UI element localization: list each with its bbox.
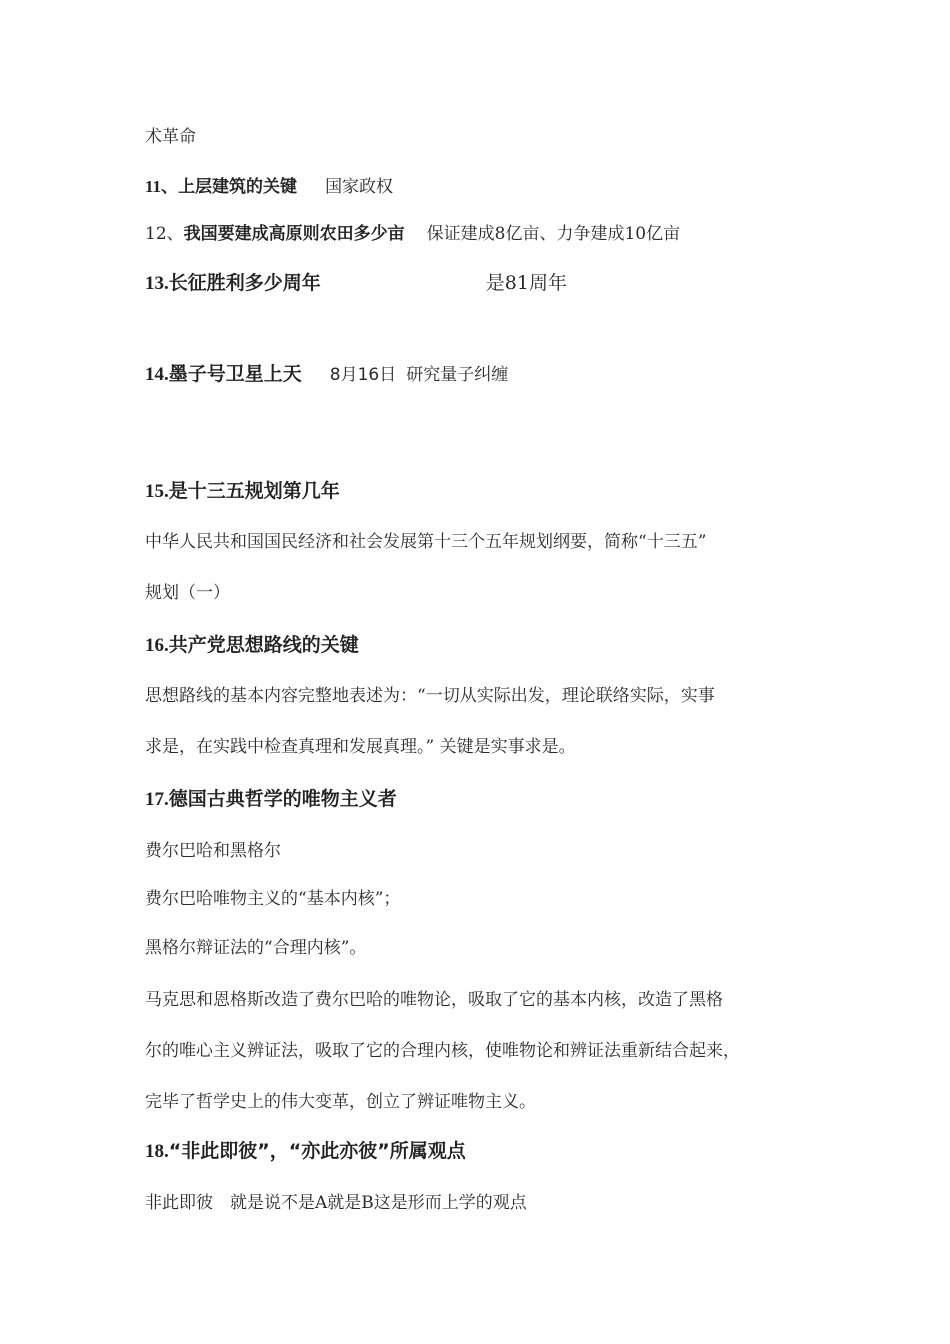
question-17: [145, 790, 397, 809]
question-11: [145, 178, 393, 196]
question-title: 墨子号卫星上天: [168, 363, 302, 385]
question-number: 18.: [145, 1141, 169, 1162]
question-number: 17.: [145, 789, 169, 810]
question-number: 11、: [145, 177, 179, 196]
question-title: 德国古典哲学的唯物主义者: [168, 788, 397, 810]
question-16: [145, 636, 359, 655]
question-answer: 是81周年: [485, 272, 567, 294]
question-title: 是十三五规划第几年: [168, 480, 340, 502]
question-title: 共产党思想路线的关键: [168, 634, 359, 656]
text-line: 术革命: [145, 127, 196, 147]
question-title: “非此即彼”，“亦此亦彼”所属观点: [168, 1140, 466, 1162]
text-line: 黑格尔辩证法的“合理内核”。: [145, 938, 367, 958]
text-line: 完毕了哲学史上的伟大变革，创立了辨证唯物主义。: [145, 1092, 536, 1112]
text-line: 尔的唯心主义辨证法，吸取了它的合理内核，使唯物论和辨证法重新结合起来，: [145, 1041, 740, 1061]
question-number: 15.: [145, 481, 169, 502]
text-line: 求是，在实践中检查真理和发展真理。” 关键是实事求是。: [145, 737, 576, 757]
text-line: 马克思和恩格斯改造了费尔巴哈的唯物论，吸取了它的基本内核，改造了黑格: [145, 990, 723, 1010]
text-line: 规划（一）: [145, 583, 230, 603]
question-18: [145, 1142, 466, 1161]
question-number: 14.: [145, 364, 169, 385]
question-title: 上层建筑的关键: [178, 177, 298, 197]
question-number: 12、: [145, 224, 184, 244]
question-number: 16.: [145, 635, 169, 656]
question-answer: 研究量子纠缠: [406, 365, 509, 385]
text-line: 非此即彼 就是说不是A就是B这是形而上学的观点: [145, 1193, 527, 1213]
question-12: [145, 226, 680, 243]
question-title: 我国要建成高原则农田多少亩: [183, 224, 405, 244]
question-answer-date: 8月16日: [329, 365, 397, 385]
question-answer: 保证建成8亿亩、力争建成10亿亩: [426, 224, 681, 244]
question-13: [145, 274, 567, 293]
question-answer: 国家政权: [325, 177, 394, 197]
text-line: 费尔巴哈和黑格尔: [145, 841, 281, 861]
text-line: 中华人民共和国国民经济和社会发展第十三个五年规划纲要，简称“十三五”: [145, 532, 707, 552]
text-line: 费尔巴哈唯物主义的“基本内核”；: [145, 889, 401, 909]
question-15: [145, 482, 340, 501]
question-number: 13.: [145, 273, 169, 294]
question-title: 长征胜利多少周年: [168, 272, 321, 294]
text-line: 思想路线的基本内容完整地表述为：“一切从实际出发，理论联络实际，实事: [145, 686, 715, 706]
question-14: [145, 365, 508, 384]
